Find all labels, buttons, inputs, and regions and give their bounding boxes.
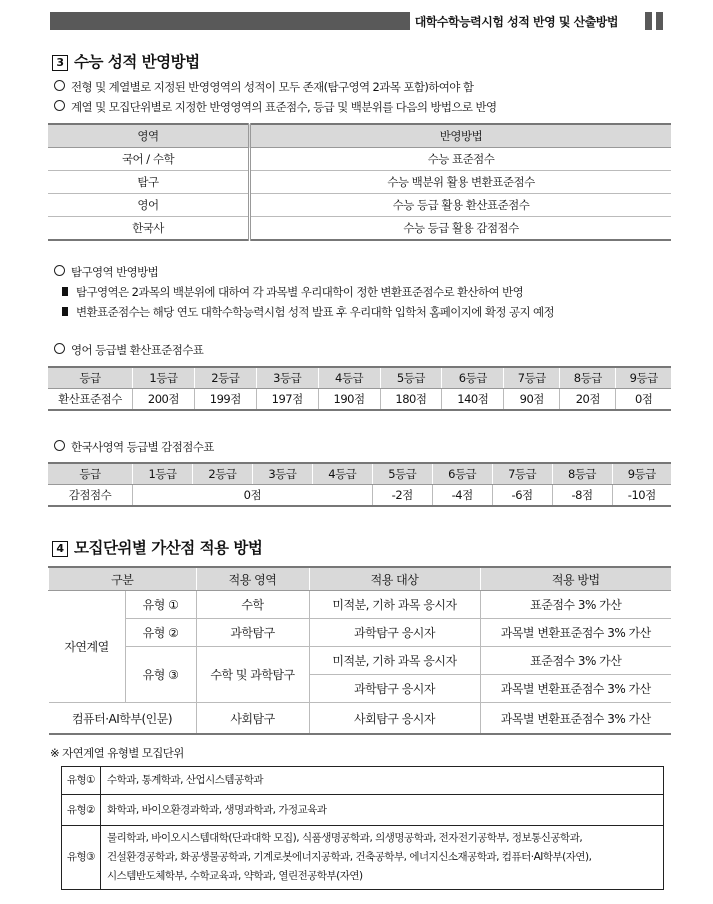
square-bullet-icon — [62, 287, 68, 296]
table-row: 유형 ② 과학탐구 과학탐구 응시자 과목별 변환표준점수 3% 가산 — [49, 619, 672, 647]
table-row: 국어 / 수학 수능 표준점수 — [48, 148, 671, 171]
table-header-row — [48, 124, 671, 148]
section3-bullet: 전형 및 계열별로 지정된 반영영역의 성적이 모두 존재(탐구영역 2과목 포함)하여야 함 — [54, 79, 473, 95]
circle-bullet-icon — [54, 100, 65, 111]
section4-title — [52, 536, 262, 558]
english-grade-table — [48, 366, 671, 411]
table-row: 유형① 수학과, 통계학과, 산업시스템공학과 — [62, 767, 664, 795]
units-table — [61, 766, 664, 890]
header-title: 대학수학능력시험 성적 반영 및 산출방법 — [414, 15, 618, 29]
table-header-row: 등급 1등급 2등급 3등급 4등급 5등급 6등급 7등급 8등급 9등급 — [48, 463, 671, 485]
circle-bullet-icon — [54, 343, 65, 354]
table-row: 영어 수능 등급 활용 환산표준점수 — [48, 194, 671, 217]
page-header — [50, 12, 656, 30]
section4-title-text: 모집단위별 가산점 적용 방법 — [74, 539, 263, 557]
circle-bullet-icon — [54, 80, 65, 91]
table-row: 유형② 화학과, 바이오환경과학과, 생명과학과, 가정교육과 — [62, 795, 664, 826]
section3-title — [52, 50, 200, 72]
history-heading: 한국사영역 등급별 감점점수표 — [54, 439, 214, 455]
section3-title-text: 수능 성적 반영방법 — [74, 53, 200, 71]
table-row: 유형 ③ 수학 및 과학탐구 미적분, 기하 과목 응시자 표준점수 3% 가산 — [49, 647, 672, 675]
column-header: 영역 — [48, 124, 250, 148]
table-row: 과학탐구 응시자 과목별 변환표준점수 3% 가산 — [49, 675, 672, 703]
inquiry-item: 탐구영역은 2과목의 백분위에 대하여 각 과목별 우리대학이 정한 변환표준점수로 환산하여 반영 — [62, 284, 523, 300]
table-header-row: 등급 1등급 2등급 3등급 4등급 5등급 6등급 7등급 8등급 9등급 — [48, 367, 671, 389]
bonus-point-table — [48, 566, 671, 735]
table-row: 컴퓨터·AI학부(인문) 사회탐구 사회탐구 응시자 과목별 변환표준점수 3% 가산 — [49, 703, 672, 735]
circle-bullet-icon — [54, 265, 65, 276]
table-row: 자연계열 유형 ① 수학 미적분, 기하 과목 응시자 표준점수 3% 가산 — [49, 591, 672, 619]
column-header: 반영방법 — [250, 124, 672, 148]
section3-bullet: 계열 및 모집단위별로 지정한 반영영역의 표준점수, 등급 및 백분위를 다음의 방법으로 반영 — [54, 99, 497, 115]
table-row: 환산표준점수 200점 199점 197점 190점 180점 140점 90점 20점 0점 — [48, 389, 671, 411]
note-symbol: ※ — [50, 746, 60, 760]
section3-number: 3 — [52, 55, 68, 71]
header-block-1 — [645, 12, 652, 30]
unit-list: 물리학과, 바이오시스템대학(단과대학 모집), 식품생명공학과, 의생명공학과, 전자전기공학부, 정보통신공학과, 건설환경공학과, 화공생물공학과, 기계로봇에너지공학과, 건축공학부, 에너지신소재공학과, 컴퓨터·AI학부(자연), 시스템반도체학부, 수학교육과, 약학과, 열린전공학부(자연) — [101, 826, 664, 890]
note-title: 자연계열 유형별 모집단위 — [62, 746, 184, 760]
table-row: 한국사 수능 등급 활용 감점점수 — [48, 217, 671, 241]
history-grade-table — [48, 462, 671, 507]
table-row: 탐구 수능 백분위 활용 변환표준점수 — [48, 171, 671, 194]
square-bullet-icon — [62, 307, 68, 316]
english-heading: 영어 등급별 환산표준점수표 — [54, 342, 203, 358]
table-row: 감점점수 0점 -2점 -4점 -6점 -8점 -10점 — [48, 485, 671, 507]
header-band — [50, 12, 410, 30]
section4-number: 4 — [52, 541, 68, 557]
table-header-row: 구분 적용 영역 적용 대상 적용 방법 — [49, 567, 672, 591]
inquiry-item: 변환표준점수는 해당 연도 대학수학능력시험 성적 발표 후 우리대학 입학처 홈페이지에 확정 공지 예정 — [62, 304, 554, 320]
reflection-method-table — [48, 123, 671, 241]
inquiry-heading: 탐구영역 반영방법 — [54, 264, 158, 280]
circle-bullet-icon — [54, 440, 65, 451]
units-note — [50, 745, 184, 761]
table-row: 유형③ 물리학과, 바이오시스템대학(단과대학 모집), 식품생명공학과, 의생명공학과, 전자전기공학부, 정보통신공학과, 건설환경공학과, 화공생물공학과, 기계로봇에너지공학과, 건축공학부, 에너지신소재공학과, 컴퓨터·AI학부(자연), 시스템반도체학부, 수학교육과, 약학과, 열린전공학부(자연) — [62, 826, 664, 890]
header-block-2 — [656, 12, 663, 30]
